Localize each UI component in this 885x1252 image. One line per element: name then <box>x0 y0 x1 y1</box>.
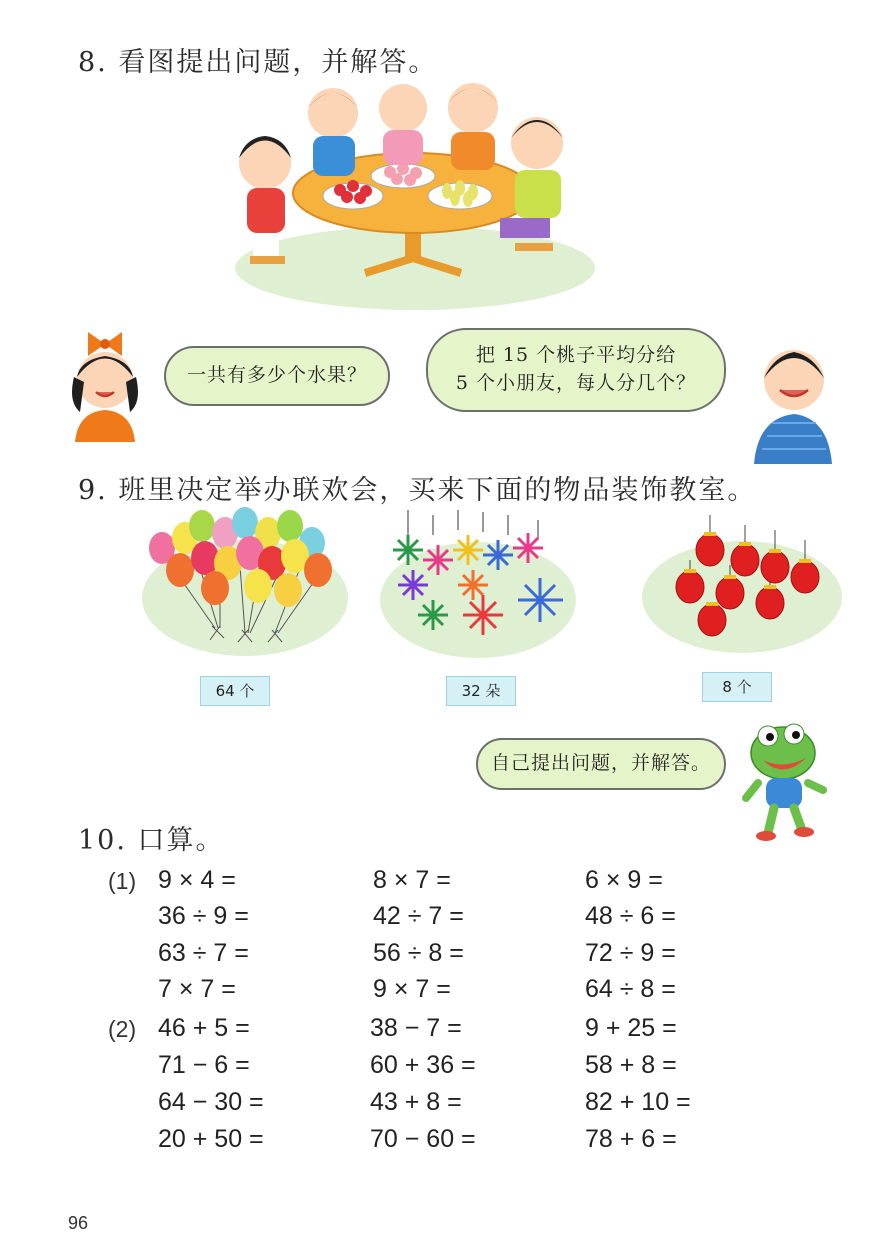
arithmetic-problem: 9 × 7 = <box>373 975 451 1003</box>
section-label-2: (2) <box>108 1016 137 1042</box>
arithmetic-problem: 9 + 25 = <box>585 1014 677 1042</box>
arithmetic-problem: 38 − 7 = <box>370 1014 462 1042</box>
page-number: 96 <box>68 1213 89 1233</box>
arithmetic-problem: 42 ÷ 7 = <box>373 902 464 930</box>
bubble-line-2: 5 个小朋友，每人分几个？ <box>455 372 697 394</box>
arithmetic-problem: 60 + 36 = <box>370 1051 476 1079</box>
arithmetic-problem: 9 × 4 = <box>158 866 236 894</box>
paper-flowers-illustration <box>378 510 578 660</box>
q9-heading: 9. 班里决定举办联欢会，买来下面的物品装饰教室。 <box>78 475 757 506</box>
lanterns-illustration <box>640 515 845 655</box>
boy-in-sweater-illustration <box>752 338 832 464</box>
balloons-illustration <box>140 508 350 658</box>
speech-bubble-total-fruit <box>164 346 390 406</box>
q10-heading: 10. 口算。 <box>78 825 225 856</box>
arithmetic-problem: 82 + 10 = <box>585 1088 691 1116</box>
arithmetic-problem: 58 + 8 = <box>585 1051 677 1079</box>
flowers-count-label: 32 朵 <box>446 676 516 706</box>
arithmetic-problem: 64 − 30 = <box>158 1088 264 1116</box>
arithmetic-problem: 63 ÷ 7 = <box>158 939 249 967</box>
arithmetic-problem: 36 ÷ 9 = <box>158 902 249 930</box>
frog-mascot-illustration <box>738 718 833 843</box>
arithmetic-problem: 6 × 9 = <box>585 866 663 894</box>
speech-bubble-frog <box>476 738 726 790</box>
arithmetic-problem: 8 × 7 = <box>373 866 451 894</box>
section-label-1: (1) <box>108 868 137 894</box>
arithmetic-problem: 7 × 7 = <box>158 975 236 1003</box>
arithmetic-problem: 56 ÷ 8 = <box>373 939 464 967</box>
arithmetic-problem: 20 + 50 = <box>158 1125 264 1153</box>
arithmetic-problem: 48 ÷ 6 = <box>585 902 676 930</box>
arithmetic-problem: 72 ÷ 9 = <box>585 939 676 967</box>
girl-with-bow-illustration <box>60 322 150 442</box>
arithmetic-problem: 64 ÷ 8 = <box>585 975 676 1003</box>
balloons-count-label: 64 个 <box>200 676 270 706</box>
bubble-line-1: 把 15 个桃子平均分给 <box>475 344 677 367</box>
arithmetic-problem: 46 + 5 = <box>158 1014 250 1042</box>
arithmetic-problem: 71 − 6 = <box>158 1051 250 1079</box>
arithmetic-problem: 43 + 8 = <box>370 1088 462 1116</box>
bubble-text: 一共有多少个水果？ <box>186 364 367 387</box>
arithmetic-problem: 78 + 6 = <box>585 1125 677 1153</box>
arithmetic-problem: 70 − 60 = <box>370 1125 476 1153</box>
children-at-table-illustration <box>225 78 605 318</box>
bubble-text: 自己提出问题，并解答。 <box>490 752 711 775</box>
speech-bubble-peaches <box>426 328 726 412</box>
q8-heading: 8. 看图提出问题，并解答。 <box>78 47 438 78</box>
lanterns-count-label: 8 个 <box>702 672 772 702</box>
